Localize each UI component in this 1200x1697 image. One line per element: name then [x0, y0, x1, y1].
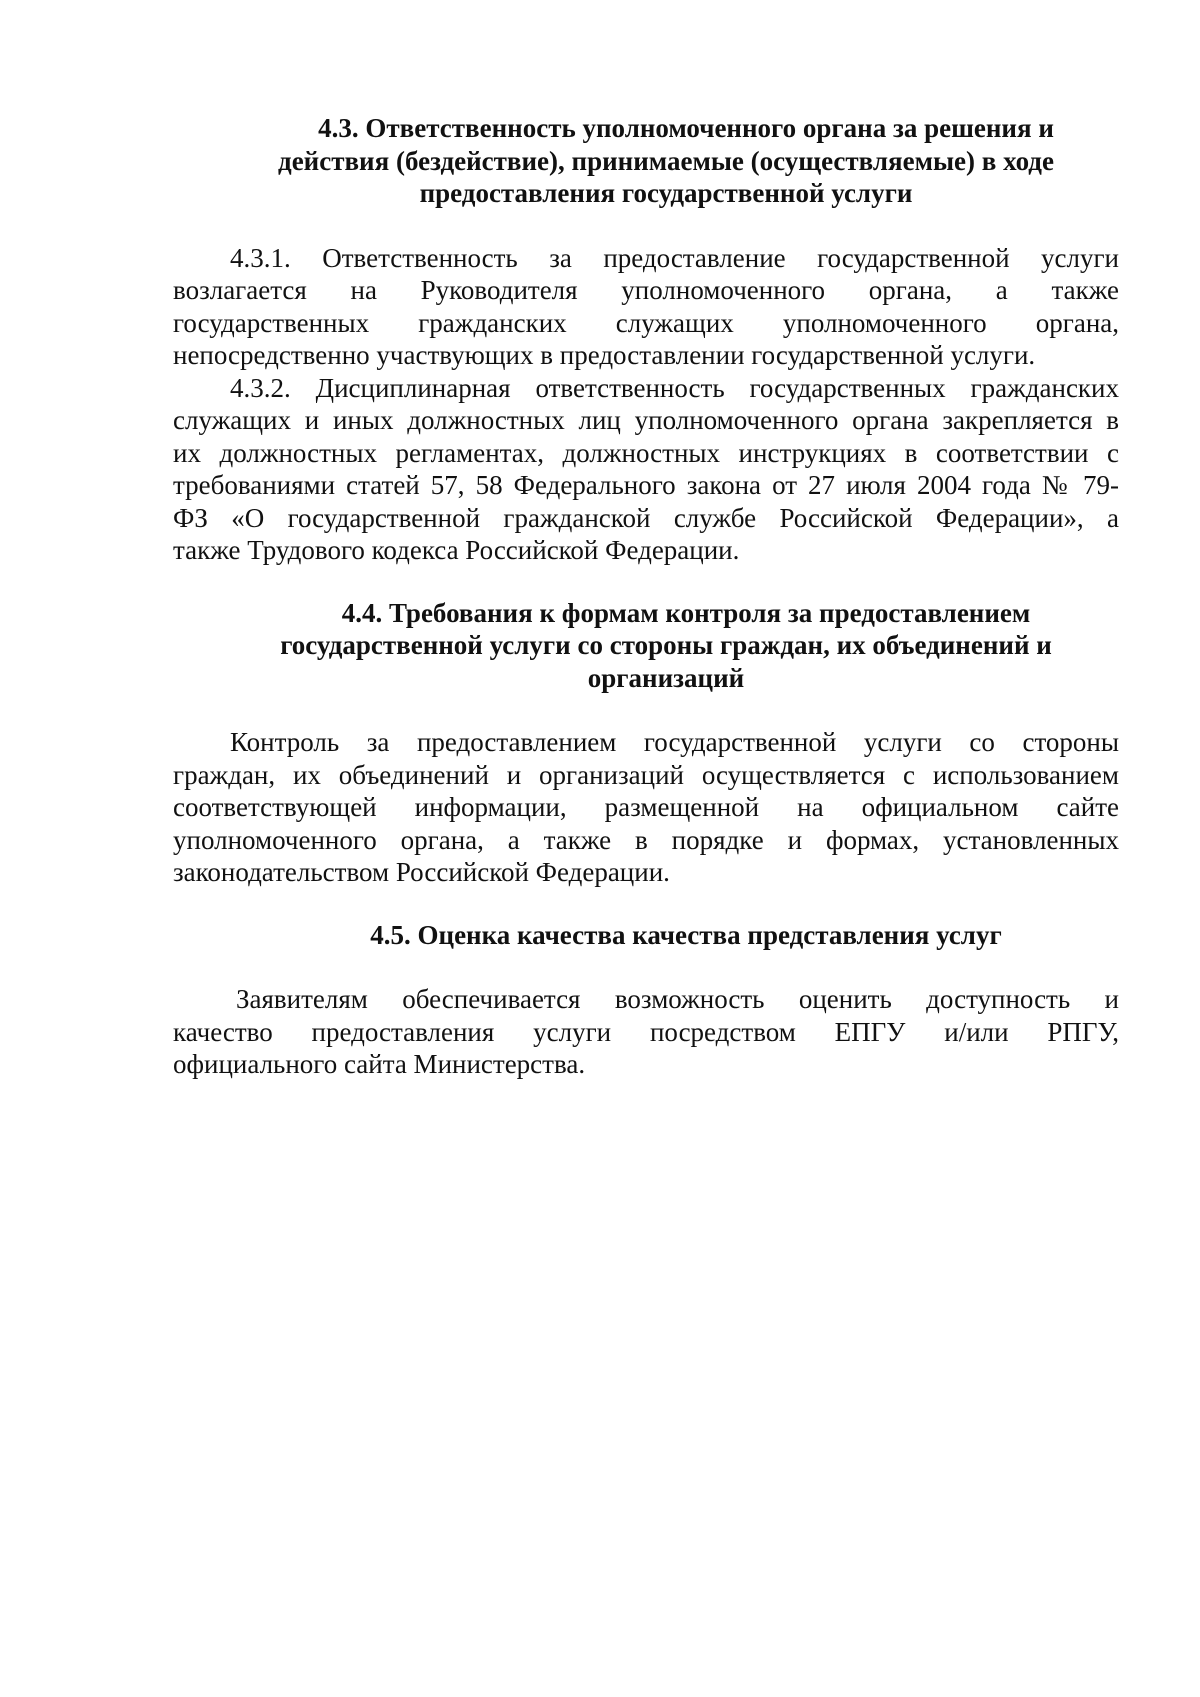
heading-line: государственной услуги со стороны граждан, их объединений и: [280, 630, 1052, 660]
text-line: соответствующей информации, размещенной на официальном сайте: [173, 792, 1119, 822]
heading-line: организаций: [587, 662, 745, 693]
heading-line: действия (бездействие), принимаемые (осуществляемые) в ходе: [278, 145, 1054, 176]
text-line: служащих и иных должностных лиц уполномоченного органа закрепляется в: [173, 405, 1119, 435]
text-line: возлагается на Руководителя уполномоченного органа, а также: [173, 275, 1119, 305]
text-line: их должностных регламентах, должностных инструкциях в соответствии с: [173, 437, 1119, 468]
heading-line: 4.4. Требования к формам контроля за предоставлением: [341, 597, 1031, 628]
paragraph-4-3-1: [173, 242, 1119, 372]
text-line: непосредственно участвующих в предоставлении государственной услуги.: [173, 340, 1036, 370]
section-4-3-heading: [213, 112, 1119, 210]
text-line: уполномоченного органа, а также в порядке и формах, установленных: [173, 824, 1119, 855]
heading-line: предоставления государственной услуги: [419, 178, 913, 208]
section-4-4-heading: [213, 597, 1119, 695]
text-line: 4.3.1. Ответственность за предоставление государственной услуги: [230, 242, 1119, 273]
text-line: законодательством Российской Федерации.: [173, 857, 670, 887]
heading-line: 4.3. Ответственность уполномоченного органа за решения и: [318, 113, 1054, 143]
paragraph-quality: [173, 983, 1119, 1081]
text-line: государственных гражданских служащих уполномоченного органа,: [173, 307, 1119, 338]
document-page: [173, 112, 1119, 1081]
section-4-5-heading: [213, 919, 1119, 952]
text-line: Заявителям обеспечивается возможность оценить доступность и: [236, 984, 1119, 1014]
text-line: 4.3.2. Дисциплинарная ответственность государственных гражданских: [230, 372, 1119, 403]
paragraph-4-3-2: [173, 372, 1119, 567]
text-line: требованиями статей 57, 58 Федерального закона от 27 июля 2004 года № 79-: [173, 470, 1119, 500]
text-line: ФЗ «О государственной гражданской службе Российской Федерации», а: [173, 502, 1119, 533]
heading-line: 4.5. Оценка качества качества представления услуг: [370, 919, 1002, 950]
paragraph-control: [173, 726, 1119, 889]
text-line: граждан, их объединений и организаций осуществляется с использованием: [173, 759, 1119, 790]
text-line: также Трудового кодекса Российской Федерации.: [173, 535, 740, 565]
text-line: качество предоставления услуги посредством ЕПГУ и/или РПГУ,: [173, 1016, 1119, 1047]
text-line: официального сайта Министерства.: [173, 1049, 586, 1079]
text-line: Контроль за предоставлением государственной услуги со стороны: [230, 727, 1119, 757]
